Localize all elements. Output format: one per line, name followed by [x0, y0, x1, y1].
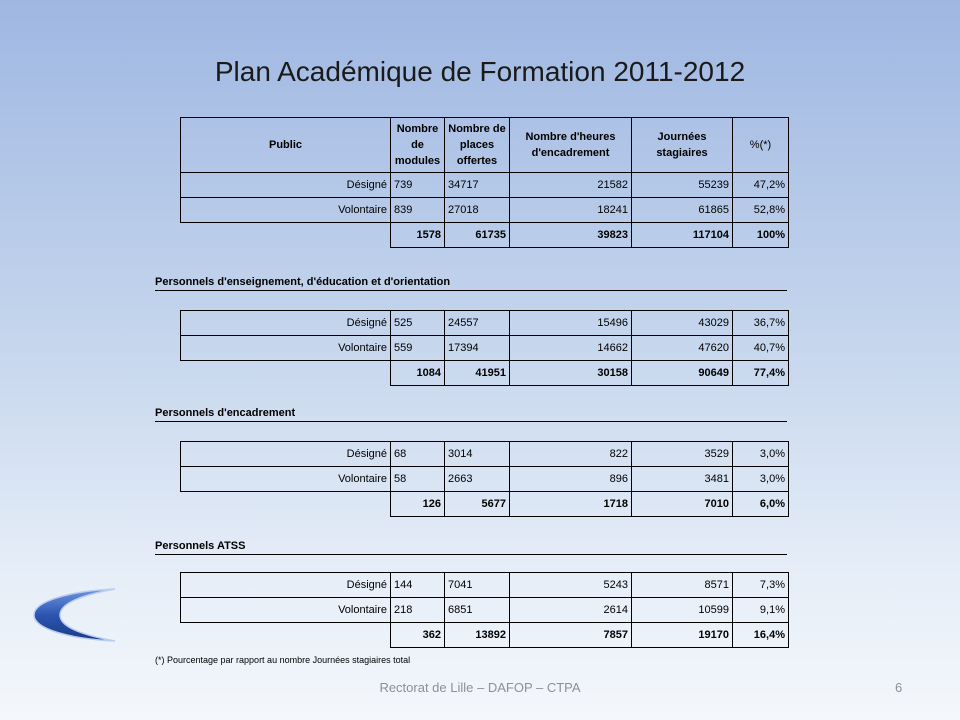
table-header-row: [181, 118, 789, 173]
total-percent: 77,4%: [733, 361, 789, 386]
cell-days: 3529: [632, 442, 733, 467]
cell-hours: 14662: [510, 336, 632, 361]
total-modules: 1578: [391, 223, 445, 248]
footnote: (*) Pourcentage par rapport au nombre Journées stagiaires total: [155, 655, 411, 665]
cell-modules: 58: [391, 467, 445, 492]
cell-hours: 21582: [510, 173, 632, 198]
cell-days: 61865: [632, 198, 733, 223]
cell-places: 6851: [445, 598, 510, 623]
empty-cell: [181, 492, 391, 517]
total-places: 13892: [445, 623, 510, 648]
total-percent: 16,4%: [733, 623, 789, 648]
table-row: [181, 442, 789, 467]
total-days: 90649: [632, 361, 733, 386]
total-hours: 7857: [510, 623, 632, 648]
cell-modules: 739: [391, 173, 445, 198]
footer-text: Rectorat de Lille – DAFOP – CTPA: [379, 680, 581, 695]
row-label: Volontaire: [181, 467, 391, 492]
cell-percent: 47,2%: [733, 173, 789, 198]
total-row: [181, 623, 789, 648]
table-row: [181, 198, 789, 223]
summary-table-enseignement: [180, 310, 789, 386]
cell-places: 24557: [445, 311, 510, 336]
table-row: [181, 573, 789, 598]
total-modules: 1084: [391, 361, 445, 386]
cell-percent: 40,7%: [733, 336, 789, 361]
section-label-atss: Personnels ATSS: [155, 540, 787, 555]
cell-hours: 2614: [510, 598, 632, 623]
total-places: 61735: [445, 223, 510, 248]
header-hours: Nombre d'heures d'encadrement: [510, 118, 632, 173]
table-row: [181, 336, 789, 361]
section-label-encadrement: Personnels d'encadrement: [155, 407, 787, 422]
summary-table-all: [180, 117, 789, 248]
total-modules: 126: [391, 492, 445, 517]
cell-places: 3014: [445, 442, 510, 467]
cell-days: 8571: [632, 573, 733, 598]
total-days: 7010: [632, 492, 733, 517]
cell-percent: 7,3%: [733, 573, 789, 598]
table-row: [181, 467, 789, 492]
total-hours: 1718: [510, 492, 632, 517]
table-row: [181, 311, 789, 336]
cell-percent: 3,0%: [733, 467, 789, 492]
header-percent: %(*): [733, 118, 789, 173]
cell-places: 27018: [445, 198, 510, 223]
cell-places: 7041: [445, 573, 510, 598]
cell-percent: 36,7%: [733, 311, 789, 336]
empty-cell: [181, 223, 391, 248]
cell-hours: 15496: [510, 311, 632, 336]
cell-modules: 144: [391, 573, 445, 598]
total-places: 5677: [445, 492, 510, 517]
cell-days: 10599: [632, 598, 733, 623]
row-label: Désigné: [181, 311, 391, 336]
cell-days: 43029: [632, 311, 733, 336]
row-label: Désigné: [181, 173, 391, 198]
row-label: Volontaire: [181, 336, 391, 361]
total-percent: 100%: [733, 223, 789, 248]
row-label: Volontaire: [181, 598, 391, 623]
cell-modules: 839: [391, 198, 445, 223]
header-days: Journées stagiaires: [632, 118, 733, 173]
cell-modules: 559: [391, 336, 445, 361]
total-row: [181, 223, 789, 248]
empty-cell: [181, 623, 391, 648]
summary-table-encadrement: [180, 441, 789, 517]
total-row: [181, 361, 789, 386]
cell-modules: 525: [391, 311, 445, 336]
cell-days: 47620: [632, 336, 733, 361]
cell-modules: 218: [391, 598, 445, 623]
crescent-logo-icon: [30, 585, 120, 650]
total-days: 117104: [632, 223, 733, 248]
cell-places: 17394: [445, 336, 510, 361]
section-label-enseignement: Personnels d'enseignement, d'éducation et d'orientation: [155, 276, 787, 291]
total-hours: 39823: [510, 223, 632, 248]
cell-days: 3481: [632, 467, 733, 492]
total-percent: 6,0%: [733, 492, 789, 517]
cell-percent: 52,8%: [733, 198, 789, 223]
cell-modules: 68: [391, 442, 445, 467]
header-modules: Nombre de modules: [391, 118, 445, 173]
cell-hours: 896: [510, 467, 632, 492]
row-label: Volontaire: [181, 198, 391, 223]
header-public: Public: [181, 118, 391, 173]
table-row: [181, 598, 789, 623]
table-row: [181, 173, 789, 198]
row-label: Désigné: [181, 442, 391, 467]
total-row: [181, 492, 789, 517]
cell-hours: 18241: [510, 198, 632, 223]
cell-places: 2663: [445, 467, 510, 492]
header-places: Nombre de places offertes: [445, 118, 510, 173]
total-hours: 30158: [510, 361, 632, 386]
total-days: 19170: [632, 623, 733, 648]
summary-table-atss: [180, 572, 789, 648]
empty-cell: [181, 361, 391, 386]
cell-percent: 3,0%: [733, 442, 789, 467]
page-number: 6: [895, 680, 903, 695]
slide-title: Plan Académique de Formation 2011-2012: [214, 56, 746, 87]
total-places: 41951: [445, 361, 510, 386]
cell-percent: 9,1%: [733, 598, 789, 623]
row-label: Désigné: [181, 573, 391, 598]
cell-hours: 822: [510, 442, 632, 467]
cell-places: 34717: [445, 173, 510, 198]
cell-hours: 5243: [510, 573, 632, 598]
total-modules: 362: [391, 623, 445, 648]
cell-days: 55239: [632, 173, 733, 198]
